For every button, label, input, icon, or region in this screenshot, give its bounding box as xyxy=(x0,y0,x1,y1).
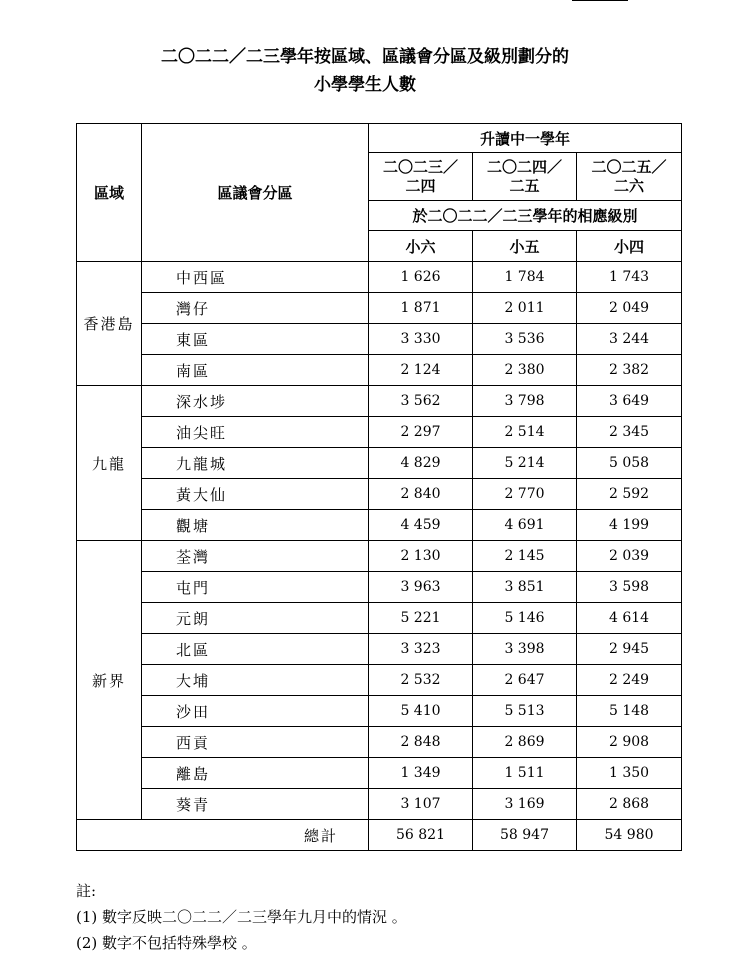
header-year-1: 二〇二三／ 二四 xyxy=(369,153,473,201)
table-row xyxy=(77,293,682,324)
note-item-2: (2) 數字不包括特殊學校 。 xyxy=(76,934,257,952)
table-row xyxy=(77,386,682,417)
value-cell: 3 649 xyxy=(577,386,682,417)
table-row xyxy=(77,417,682,448)
value-cell: 4 614 xyxy=(577,603,682,634)
value-cell: 4 459 xyxy=(369,510,473,541)
value-cell: 2 514 xyxy=(473,417,577,448)
value-cell: 3 169 xyxy=(473,789,577,820)
value-cell: 2 869 xyxy=(473,727,577,758)
note-item-1: (1) 數字反映二〇二二／二三學年九月中的情況 。 xyxy=(76,908,407,926)
total-label: 總計 xyxy=(77,820,369,851)
table-row xyxy=(77,634,682,665)
district-cell: 荃灣 xyxy=(142,541,369,572)
district-cell: 屯門 xyxy=(142,572,369,603)
table-row xyxy=(77,727,682,758)
header-year-2: 二〇二四／ 二五 xyxy=(473,153,577,201)
total-value-cell: 56 821 xyxy=(369,820,473,851)
value-cell: 3 244 xyxy=(577,324,682,355)
district-cell: 東區 xyxy=(142,324,369,355)
header-level-p4: 小四 xyxy=(577,231,682,262)
value-cell: 2 382 xyxy=(577,355,682,386)
district-cell: 沙田 xyxy=(142,696,369,727)
value-cell: 2 840 xyxy=(369,479,473,510)
value-cell: 2 380 xyxy=(473,355,577,386)
value-cell: 2 039 xyxy=(577,541,682,572)
total-value-cell: 54 980 xyxy=(577,820,682,851)
table-row xyxy=(77,448,682,479)
table-row xyxy=(77,355,682,386)
table-body xyxy=(77,262,682,851)
value-cell: 3 536 xyxy=(473,324,577,355)
region-cell: 九龍 xyxy=(77,386,142,541)
value-cell: 1 743 xyxy=(577,262,682,293)
value-cell: 3 963 xyxy=(369,572,473,603)
header-region: 區域 xyxy=(77,124,142,262)
table-row xyxy=(77,324,682,355)
total-row xyxy=(77,820,682,851)
value-cell: 1 626 xyxy=(369,262,473,293)
value-cell: 4 829 xyxy=(369,448,473,479)
document-title xyxy=(0,43,730,99)
value-cell: 4 691 xyxy=(473,510,577,541)
value-cell: 2 532 xyxy=(369,665,473,696)
value-cell: 3 398 xyxy=(473,634,577,665)
value-cell: 2 345 xyxy=(577,417,682,448)
region-cell: 香港島 xyxy=(77,262,142,386)
header-level-note: 於二〇二二／二三學年的相應級別 xyxy=(369,201,682,231)
value-cell: 3 323 xyxy=(369,634,473,665)
value-cell: 2 297 xyxy=(369,417,473,448)
district-cell: 灣仔 xyxy=(142,293,369,324)
table-row xyxy=(77,665,682,696)
table-row xyxy=(77,262,682,293)
value-cell: 2 868 xyxy=(577,789,682,820)
table-row xyxy=(77,510,682,541)
table-row xyxy=(77,541,682,572)
header-year-3: 二〇二五／ 二六 xyxy=(577,153,682,201)
student-count-table xyxy=(76,123,682,851)
table-row xyxy=(77,603,682,634)
notes-heading: 註: xyxy=(76,882,97,900)
value-cell: 2 945 xyxy=(577,634,682,665)
title-line-1: 二〇二二／二三學年按區域、區議會分區及級別劃分的 xyxy=(161,47,569,67)
value-cell: 5 058 xyxy=(577,448,682,479)
region-cell: 新界 xyxy=(77,541,142,820)
district-cell: 觀塘 xyxy=(142,510,369,541)
value-cell: 2 848 xyxy=(369,727,473,758)
value-cell: 2 908 xyxy=(577,727,682,758)
value-cell: 2 049 xyxy=(577,293,682,324)
value-cell: 5 148 xyxy=(577,696,682,727)
value-cell: 3 851 xyxy=(473,572,577,603)
table-row xyxy=(77,789,682,820)
value-cell: 1 784 xyxy=(473,262,577,293)
value-cell: 5 221 xyxy=(369,603,473,634)
table-header xyxy=(77,124,682,262)
table-row xyxy=(77,696,682,727)
total-value-cell: 58 947 xyxy=(473,820,577,851)
value-cell: 2 249 xyxy=(577,665,682,696)
table-row xyxy=(77,479,682,510)
value-cell: 3 798 xyxy=(473,386,577,417)
value-cell: 2 770 xyxy=(473,479,577,510)
value-cell: 1 871 xyxy=(369,293,473,324)
district-cell: 元朗 xyxy=(142,603,369,634)
value-cell: 3 598 xyxy=(577,572,682,603)
district-cell: 南區 xyxy=(142,355,369,386)
value-cell: 1 349 xyxy=(369,758,473,789)
header-level-p5: 小五 xyxy=(473,231,577,262)
value-cell: 5 146 xyxy=(473,603,577,634)
header-level-p6: 小六 xyxy=(369,231,473,262)
value-cell: 2 124 xyxy=(369,355,473,386)
value-cell: 3 330 xyxy=(369,324,473,355)
table-row xyxy=(77,758,682,789)
value-cell: 5 410 xyxy=(369,696,473,727)
district-cell: 西貢 xyxy=(142,727,369,758)
table-row xyxy=(77,572,682,603)
value-cell: 5 214 xyxy=(473,448,577,479)
district-cell: 九龍城 xyxy=(142,448,369,479)
value-cell: 3 562 xyxy=(369,386,473,417)
value-cell: 1 511 xyxy=(473,758,577,789)
value-cell: 2 011 xyxy=(473,293,577,324)
district-cell: 葵青 xyxy=(142,789,369,820)
top-rule xyxy=(572,0,628,1)
header-upgrade-year: 升讀中一學年 xyxy=(369,124,682,153)
value-cell: 2 145 xyxy=(473,541,577,572)
district-cell: 大埔 xyxy=(142,665,369,696)
value-cell: 2 647 xyxy=(473,665,577,696)
notes xyxy=(76,878,407,956)
value-cell: 1 350 xyxy=(577,758,682,789)
district-cell: 深水埗 xyxy=(142,386,369,417)
district-cell: 北區 xyxy=(142,634,369,665)
district-cell: 油尖旺 xyxy=(142,417,369,448)
value-cell: 3 107 xyxy=(369,789,473,820)
value-cell: 2 130 xyxy=(369,541,473,572)
district-cell: 中西區 xyxy=(142,262,369,293)
district-cell: 離島 xyxy=(142,758,369,789)
title-line-2: 小學學生人數 xyxy=(314,75,416,95)
value-cell: 5 513 xyxy=(473,696,577,727)
district-cell: 黃大仙 xyxy=(142,479,369,510)
value-cell: 4 199 xyxy=(577,510,682,541)
header-district: 區議會分區 xyxy=(142,124,369,262)
value-cell: 2 592 xyxy=(577,479,682,510)
